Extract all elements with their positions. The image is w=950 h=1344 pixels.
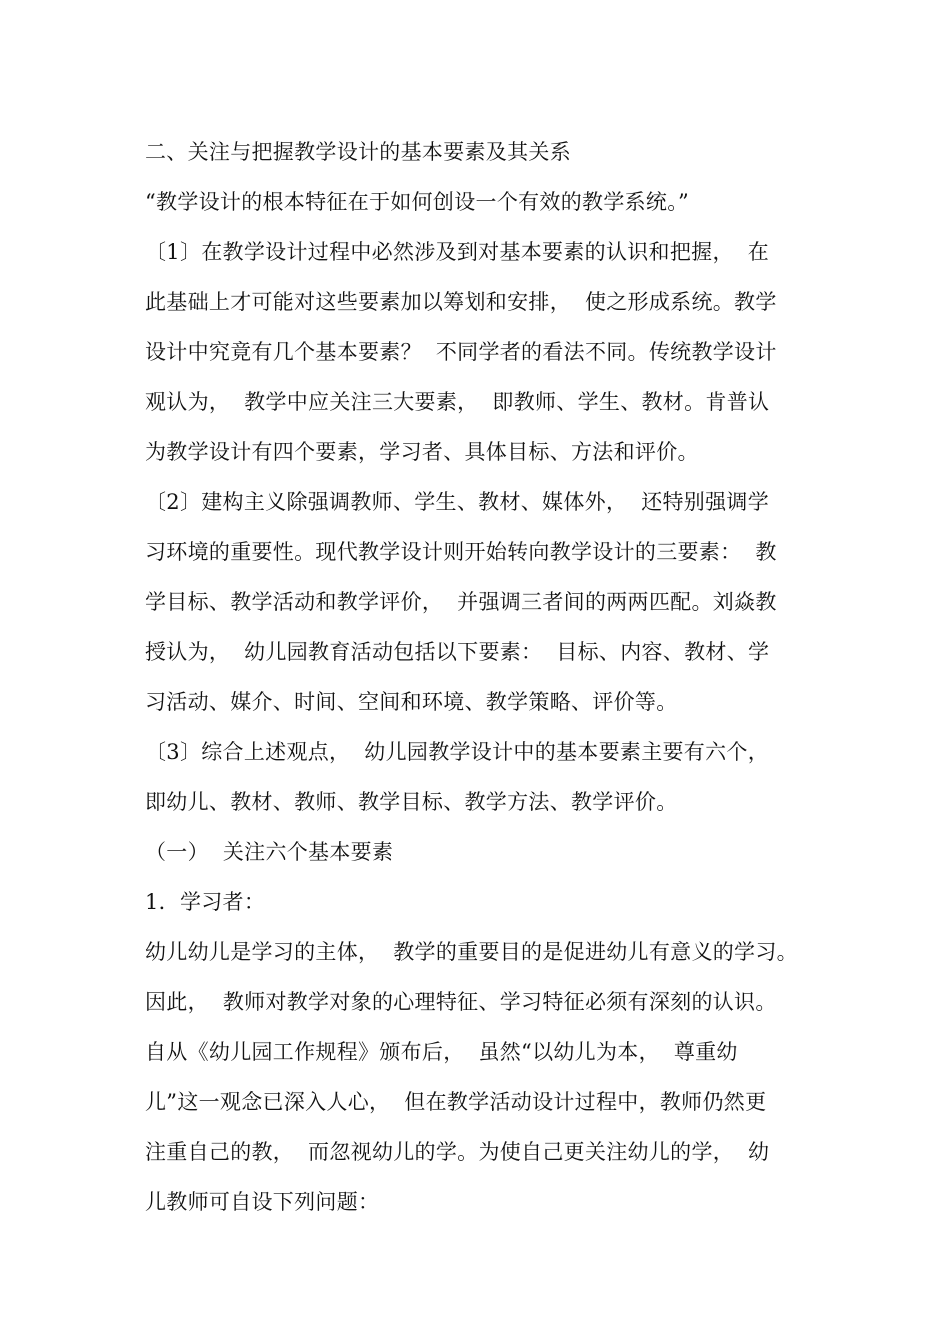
paragraph-line: 〔2〕建构主义除强调教师、学生、教材、媒体外， 还特别强调学 <box>145 490 770 514</box>
paragraph-line: 儿教师可自设下列问题： <box>145 1190 380 1214</box>
paragraph-line: 为教学设计有四个要素，学习者、具体目标、方法和评价。 <box>145 440 699 464</box>
paragraph-line: 学目标、教学活动和教学评价， 并强调三者间的两两匹配。刘焱教 <box>145 590 777 614</box>
paragraph-line: 〔1〕在教学设计过程中必然涉及到对基本要素的认识和把握， 在 <box>145 240 770 264</box>
section-heading: 二、关注与把握教学设计的基本要素及其关系 <box>145 140 571 164</box>
subsection-heading: （一） 关注六个基本要素 <box>145 840 394 864</box>
paragraph-line: 习活动、媒介、时间、空间和环境、教学策略、评价等。 <box>145 690 678 714</box>
paragraph-line: 因此， 教师对教学对象的心理特征、学习特征必须有深刻的认识。 <box>145 990 777 1014</box>
paragraph-line: 幼儿幼儿是学习的主体， 教学的重要目的是促进幼儿有意义的学习。 <box>145 940 798 964</box>
paragraph-line: 注重自己的教， 而忽视幼儿的学。为使自己更关注幼儿的学， 幼 <box>145 1140 770 1164</box>
paragraph-line: 〔3〕综合上述观点， 幼儿园教学设计中的基本要素主要有六个， <box>145 740 770 764</box>
paragraph-line: 观认为， 教学中应关注三大要素， 即教师、学生、教材。肯普认 <box>145 390 770 414</box>
paragraph-line: 设计中究竟有几个基本要素？ 不同学者的看法不同。传统教学设计 <box>145 340 777 364</box>
quote-line: “教学设计的根本特征在于如何创设一个有效的教学系统。” <box>145 190 690 214</box>
item-heading: 1．学习者： <box>145 890 266 914</box>
paragraph-line: 儿”这一观念已深入人心， 但在教学活动设计过程中，教师仍然更 <box>145 1090 767 1114</box>
paragraph-line: 授认为， 幼儿园教育活动包括以下要素： 目标、内容、教材、学 <box>145 640 770 664</box>
paragraph-line: 此基础上才可能对这些要素加以筹划和安排， 使之形成系统。教学 <box>145 290 777 314</box>
paragraph-line: 自从《幼儿园工作规程》颁布后， 虽然“以幼儿为本， 尊重幼 <box>145 1040 738 1064</box>
paragraph-line: 即幼儿、教材、教师、教学目标、教学方法、教学评价。 <box>145 790 678 814</box>
paragraph-line: 习环境的重要性。现代教学设计则开始转向教学设计的三要素： 教 <box>145 540 777 564</box>
